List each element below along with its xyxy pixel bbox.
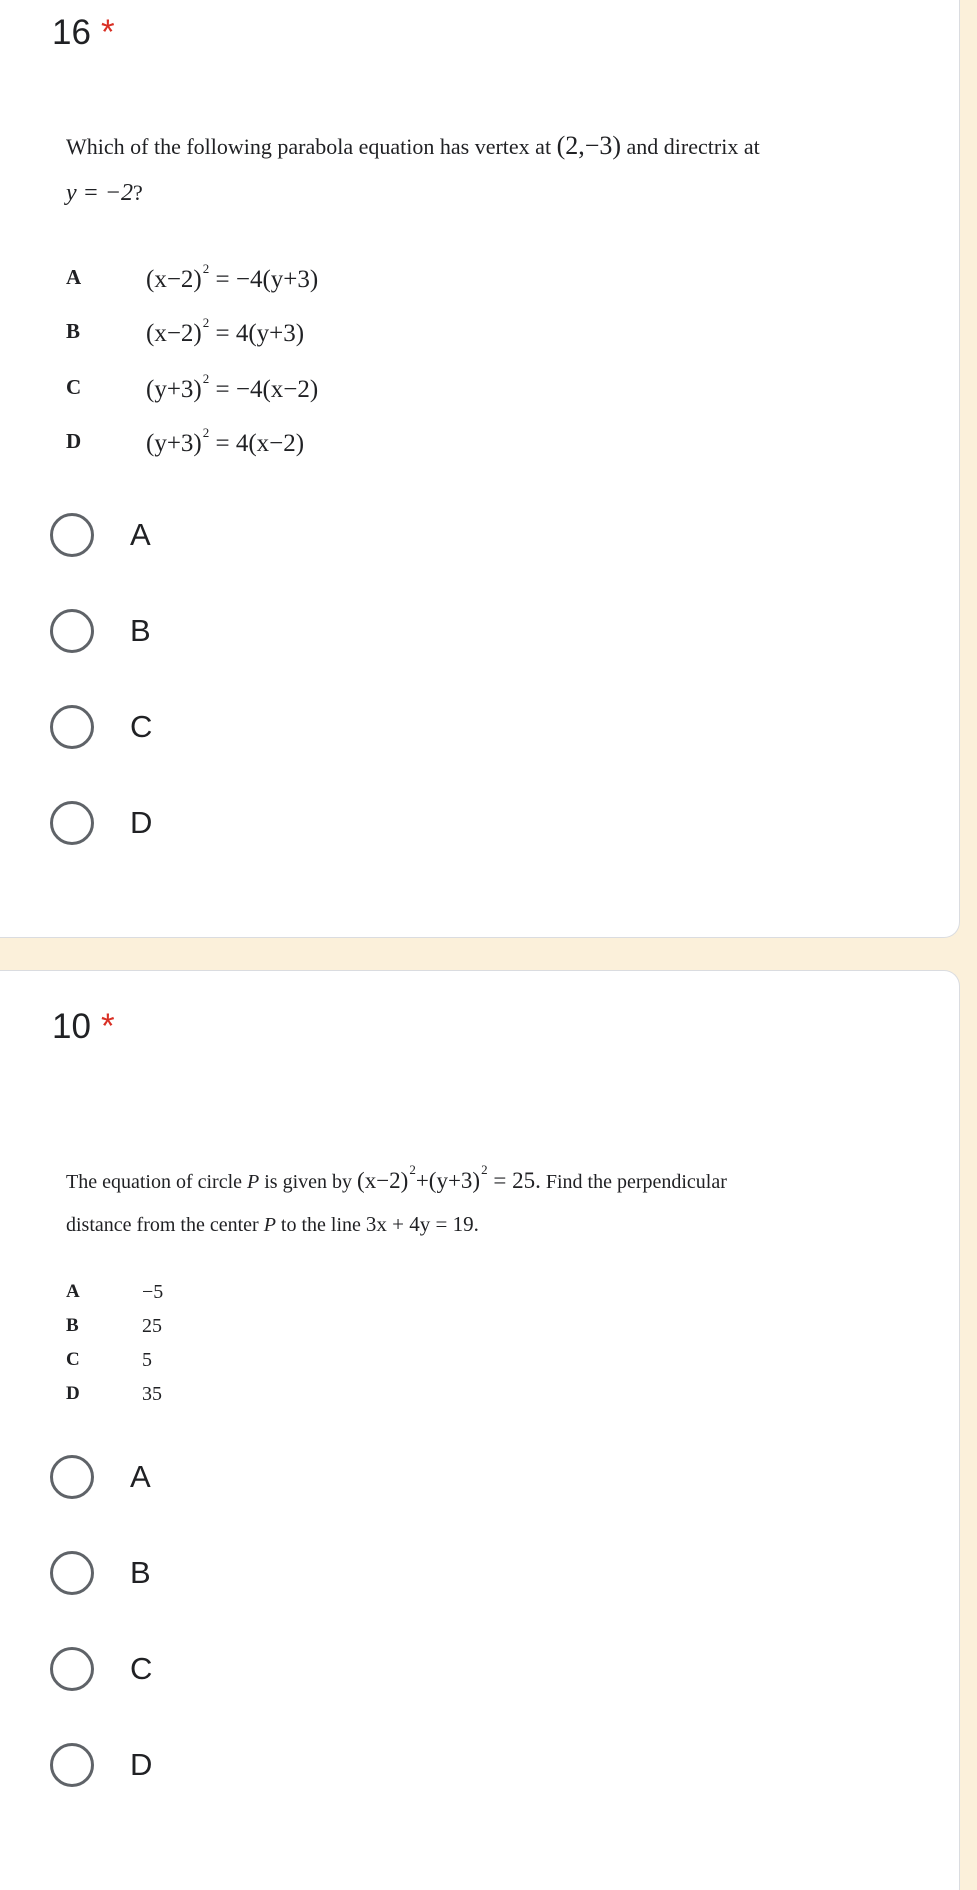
option-row-c xyxy=(66,367,318,407)
option-expression xyxy=(146,425,304,458)
eq-part: +(y+3) xyxy=(415,1168,481,1193)
option-letter: C xyxy=(66,1349,80,1370)
radio-label: C xyxy=(130,709,153,744)
stem-text: Find the perpendicular xyxy=(545,1171,727,1193)
option-letter: C xyxy=(66,374,82,399)
eq-exponent: 2 xyxy=(481,1162,488,1177)
eq-end: = 25. xyxy=(493,1168,541,1193)
option-letter: A xyxy=(66,264,82,289)
question-number-text: 10 xyxy=(52,1007,91,1046)
expr-lhs: (y+3) xyxy=(146,429,202,457)
expr-lhs: (y+3) xyxy=(146,375,202,403)
radio-label: D xyxy=(130,805,153,840)
radio-button[interactable] xyxy=(50,1455,94,1499)
option-letter: B xyxy=(66,318,81,343)
question-card-10 xyxy=(0,970,960,1890)
radio-label: B xyxy=(130,613,151,648)
required-asterisk: * xyxy=(100,13,115,52)
option-value: 35 xyxy=(142,1382,162,1405)
radio-option-a[interactable] xyxy=(50,1451,151,1503)
expr-lhs: (x−2) xyxy=(146,319,202,347)
question-number-text: 16 xyxy=(52,13,91,52)
option-expression xyxy=(146,371,318,404)
expr-exponent: 2 xyxy=(202,370,210,386)
expr-exponent: 2 xyxy=(202,314,210,330)
radio-option-a[interactable] xyxy=(50,509,151,561)
radio-option-b[interactable] xyxy=(50,1547,151,1599)
radio-option-c[interactable] xyxy=(50,701,152,753)
option-value: 5 xyxy=(142,1348,152,1371)
expr-rhs: = 4(x−2) xyxy=(215,429,305,457)
option-expression xyxy=(146,315,304,348)
var-p: P xyxy=(263,1214,276,1236)
stem-text-end: and directrix at xyxy=(626,134,760,159)
option-row-b xyxy=(66,311,304,351)
radio-button[interactable] xyxy=(50,1743,94,1787)
expr-rhs: = −4(x−2) xyxy=(215,375,319,403)
required-asterisk: * xyxy=(100,1007,115,1046)
radio-option-c[interactable] xyxy=(50,1643,152,1695)
option-row-d xyxy=(66,1379,162,1409)
radio-label: A xyxy=(130,517,151,552)
radio-button[interactable] xyxy=(50,705,94,749)
radio-option-d[interactable] xyxy=(50,1739,152,1791)
stem-text: is given by xyxy=(264,1171,353,1193)
option-row-c xyxy=(66,1345,152,1375)
radio-label: B xyxy=(130,1555,151,1590)
expr-exponent: 2 xyxy=(202,424,210,440)
option-value: −5 xyxy=(142,1280,164,1303)
expr-rhs: = 4(y+3) xyxy=(215,319,305,347)
option-row-a xyxy=(66,1277,163,1307)
radio-button[interactable] xyxy=(50,609,94,653)
radio-option-b[interactable] xyxy=(50,605,151,657)
option-letter: B xyxy=(66,1315,79,1336)
directrix-expression: y = −2 xyxy=(66,180,134,206)
option-letter: A xyxy=(66,1281,80,1302)
radio-option-d[interactable] xyxy=(50,797,152,849)
expr-exponent: 2 xyxy=(202,260,210,276)
vertex-expression: (2,−3) xyxy=(556,131,622,160)
circle-equation xyxy=(357,1162,541,1193)
radio-button[interactable] xyxy=(50,1551,94,1595)
question-card-16 xyxy=(0,0,960,938)
radio-button[interactable] xyxy=(50,801,94,845)
question-mark: ? xyxy=(133,180,143,205)
var-p: P xyxy=(247,1171,260,1193)
radio-label: D xyxy=(130,1747,153,1782)
option-value: 25 xyxy=(142,1314,162,1337)
stem-text: Which of the following parabola equation has vertex at xyxy=(66,134,552,159)
expr-lhs: (x−2) xyxy=(146,265,202,293)
radio-label: C xyxy=(130,1651,153,1686)
eq-exponent: 2 xyxy=(409,1162,416,1177)
option-row-a xyxy=(66,257,318,297)
question-number xyxy=(52,1007,115,1047)
stem-text: The equation of circle xyxy=(66,1171,243,1193)
expr-rhs: = −4(y+3) xyxy=(215,265,319,293)
radio-label: A xyxy=(130,1459,151,1494)
radio-button[interactable] xyxy=(50,513,94,557)
option-letter: D xyxy=(66,428,82,453)
question-stem xyxy=(66,1149,926,1246)
question-number xyxy=(52,13,115,53)
line-equation: 3x + 4y = 19. xyxy=(365,1212,479,1236)
option-letter: D xyxy=(66,1383,80,1404)
radio-button[interactable] xyxy=(50,1647,94,1691)
eq-part: (x−2) xyxy=(357,1168,409,1193)
option-row-b xyxy=(66,1311,162,1341)
stem-text: distance from the center xyxy=(66,1214,259,1236)
stem-text: to the line xyxy=(280,1214,361,1236)
question-stem xyxy=(66,123,926,216)
option-expression xyxy=(146,261,318,294)
option-row-d xyxy=(66,421,304,461)
